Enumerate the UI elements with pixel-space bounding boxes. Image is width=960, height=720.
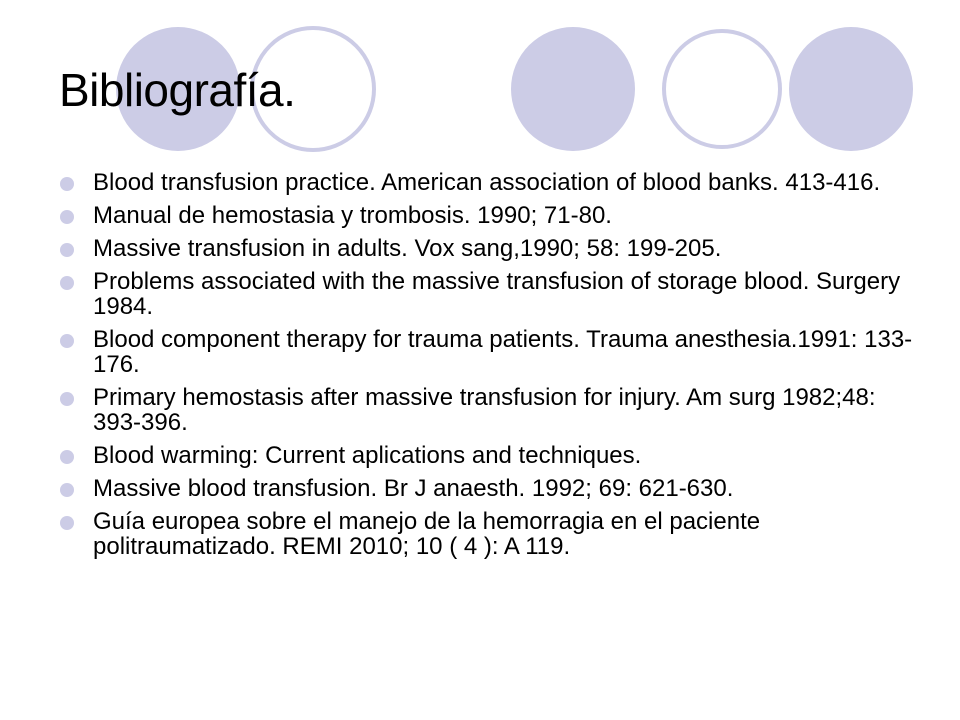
reference-item [60, 203, 920, 228]
reference-item [60, 385, 920, 435]
reference-text: Massive transfusion in adults. Vox sang,1990; 58: 199-205. [93, 235, 722, 262]
reference-item [60, 443, 920, 468]
circle-bullet-icon [60, 210, 74, 224]
reference-item [60, 476, 920, 501]
reference-text: Blood component therapy for trauma patients. Trauma anesthesia.1991: 133-176. [93, 326, 913, 378]
reference-item [60, 327, 920, 377]
reference-list [60, 170, 920, 567]
circle-bullet-icon [60, 276, 74, 290]
slide-title: Bibliografía. [59, 64, 296, 116]
reference-text: Blood transfusion practice. American association of blood banks. 413-416. [93, 169, 881, 196]
reference-text: Primary hemostasis after massive transfusion for injury. Am surg 1982;48: 393-396. [93, 384, 876, 436]
circle-bullet-icon [60, 177, 74, 191]
reference-item [60, 269, 920, 319]
circle-bullet-icon [60, 243, 74, 257]
reference-text: Blood warming: Current aplications and techniques. [93, 442, 642, 469]
filled-circle-3 [789, 27, 913, 151]
reference-text: Guía europea sobre el manejo de la hemorragia en el paciente politraumatizado. REMI 2010; 10 ( 4 ): A 119. [93, 508, 761, 560]
circle-bullet-icon [60, 334, 74, 348]
circle-bullet-icon [60, 516, 74, 530]
reference-text: Manual de hemostasia y trombosis. 1990; 71-80. [93, 202, 612, 229]
reference-item [60, 509, 920, 559]
reference-item [60, 170, 920, 195]
reference-item [60, 236, 920, 261]
reference-text: Problems associated with the massive transfusion of storage blood. Surgery 1984. [93, 268, 901, 320]
circle-bullet-icon [60, 483, 74, 497]
circle-bullet-icon [60, 392, 74, 406]
reference-text: Massive blood transfusion. Br J anaesth. 1992; 69: 621-630. [93, 475, 734, 502]
circle-bullet-icon [60, 450, 74, 464]
filled-circle-2 [511, 27, 635, 151]
outline-circle-2 [664, 31, 780, 147]
